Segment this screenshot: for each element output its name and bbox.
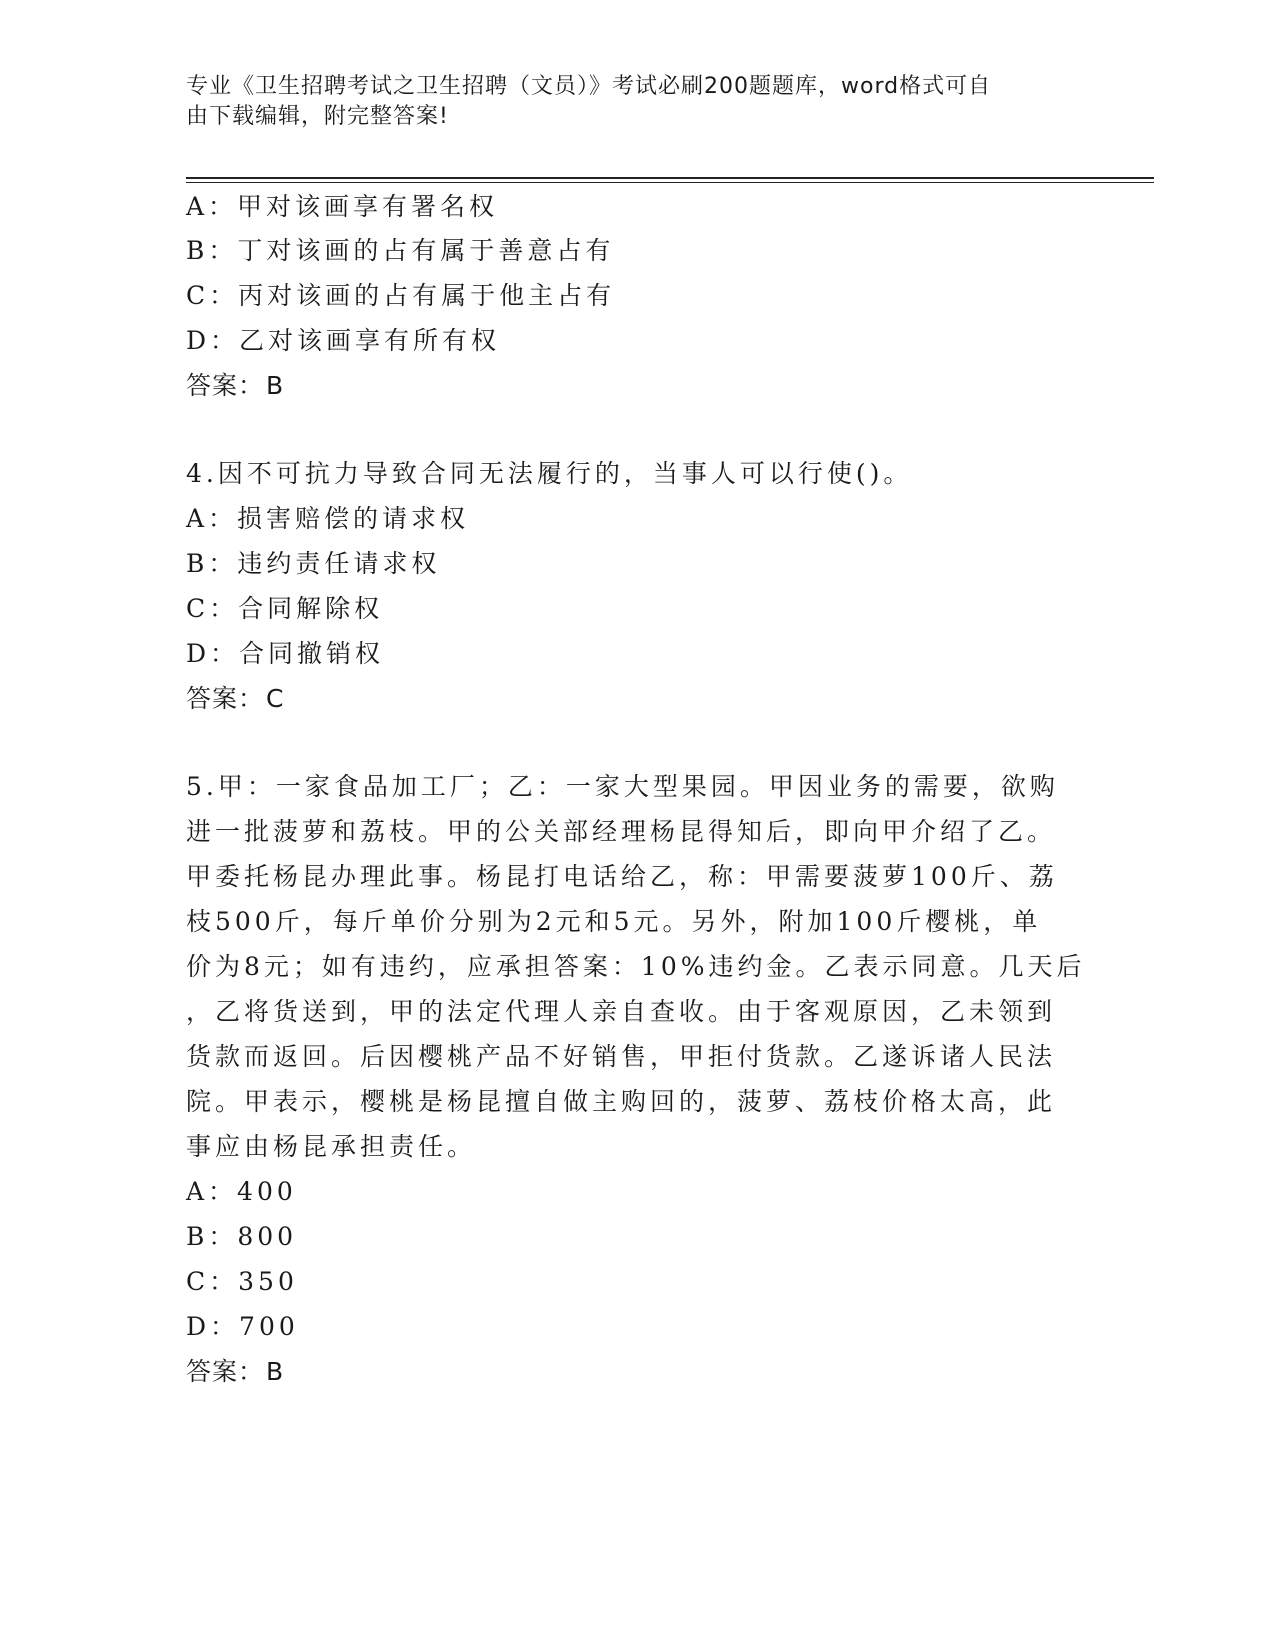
q5-option-a: A：400 bbox=[186, 1177, 297, 1206]
q5-stem-line: ，乙将货送到，甲的法定代理人亲自查收。由于客观原因，乙未领到 bbox=[186, 997, 1057, 1026]
q3-option-d: D：乙对该画享有所有权 bbox=[186, 326, 501, 355]
q3-answer-value: B bbox=[266, 371, 285, 400]
q5-stem-line: 5.甲：一家食品加工厂；乙：一家大型果园。甲因业务的需要，欲购 bbox=[186, 772, 1059, 801]
q5-stem-line: 枝500斤，每斤单价分别为2元和5元。另外，附加100斤樱桃，单 bbox=[186, 907, 1042, 936]
header-rule-thick bbox=[186, 177, 1154, 179]
q4-option-c: C：合同解除权 bbox=[186, 594, 384, 623]
q4-option-a: A：损害赔偿的请求权 bbox=[186, 504, 470, 533]
q5-stem-line: 价为8元；如有违约，应承担答案：10%违约金。乙表示同意。几天后 bbox=[186, 952, 1086, 981]
q5-answer-value: B bbox=[266, 1357, 285, 1386]
document-header bbox=[186, 72, 1066, 132]
q4-answer bbox=[186, 684, 284, 714]
q3-answer-label: 答案： bbox=[186, 371, 265, 400]
q5-stem-line: 院。甲表示，樱桃是杨昆擅自做主购回的，菠萝、荔枝价格太高，此 bbox=[186, 1087, 1057, 1116]
q3-option-a: A：甲对该画享有署名权 bbox=[186, 192, 499, 221]
q5-option-d: D：700 bbox=[186, 1312, 299, 1341]
q3-option-c: C：丙对该画的占有属于他主占有 bbox=[186, 281, 616, 310]
q4-stem: 4.因不可抗力导致合同无法履行的，当事人可以行使()。 bbox=[186, 459, 913, 488]
q4-option-b: B：违约责任请求权 bbox=[186, 549, 441, 578]
header-line-2: 由下载编辑，附完整答案! bbox=[186, 104, 449, 129]
q5-stem-line: 进一批菠萝和荔枝。甲的公关部经理杨昆得知后，即向甲介绍了乙。 bbox=[186, 817, 1057, 846]
q3-option-b: B：丁对该画的占有属于善意占有 bbox=[186, 236, 615, 265]
header-line-1: 专业《卫生招聘考试之卫生招聘（文员）》考试必刷200题题库，word格式可自 bbox=[186, 74, 992, 99]
q5-option-c: C：350 bbox=[186, 1267, 298, 1296]
q3-answer bbox=[186, 371, 284, 401]
q5-answer bbox=[186, 1357, 284, 1387]
q4-answer-label: 答案： bbox=[186, 684, 265, 713]
header-rule-thin bbox=[186, 182, 1154, 183]
q5-answer-label: 答案： bbox=[186, 1357, 265, 1386]
q5-option-b: B：800 bbox=[186, 1222, 298, 1251]
q5-stem-line: 甲委托杨昆办理此事。杨昆打电话给乙，称：甲需要菠萝100斤、荔 bbox=[186, 862, 1058, 891]
q4-option-d: D：合同撤销权 bbox=[186, 639, 385, 668]
q5-stem-line: 事应由杨昆承担责任。 bbox=[186, 1132, 477, 1161]
q5-stem-line: 货款而返回。后因樱桃产品不好销售，甲拒付货款。乙遂诉诸人民法 bbox=[186, 1042, 1057, 1071]
q4-answer-value: C bbox=[266, 684, 285, 713]
